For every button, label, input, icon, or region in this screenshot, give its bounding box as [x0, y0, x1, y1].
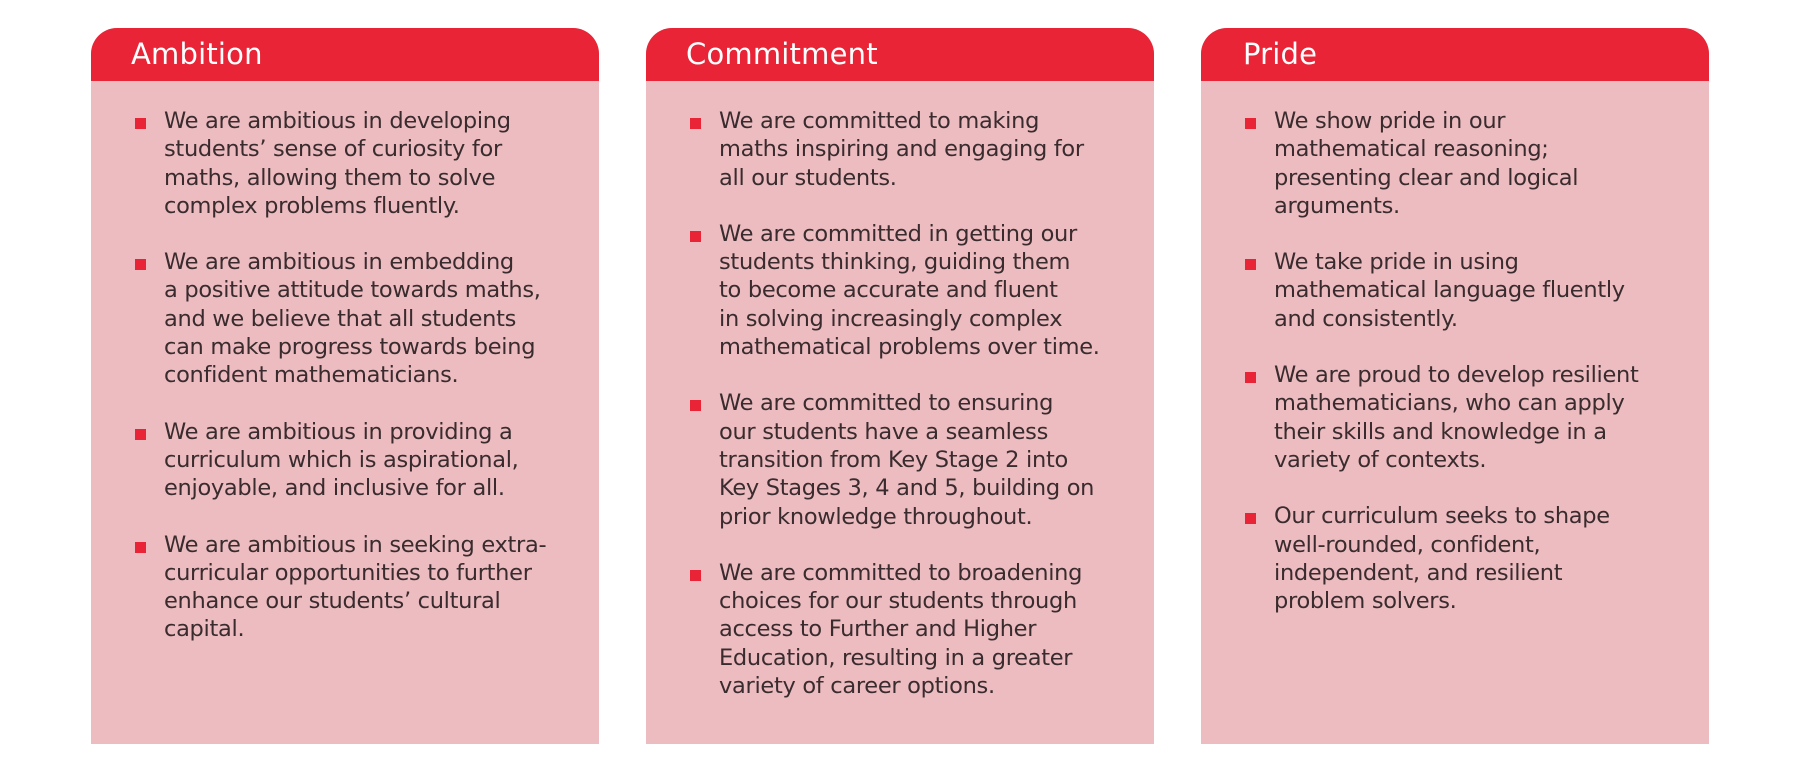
bullet-text: We are ambitious in developing students’ sense of curiosity for maths, allowing them to solve complex problems fluently.	[164, 108, 511, 219]
panel-title: Ambition	[91, 28, 599, 81]
square-bullet-icon	[135, 429, 146, 440]
values-panels	[91, 28, 1709, 744]
bullet-item	[91, 107, 599, 220]
bullet-item	[646, 389, 1154, 530]
bullet-item	[1201, 502, 1709, 615]
bullet-text: We are ambitious in seeking extra- curricular opportunities to further enhance our students’ cultural capital.	[164, 531, 547, 643]
bullet-item	[646, 559, 1154, 700]
bullet-list	[91, 81, 599, 644]
panel-title: Commitment	[646, 28, 1154, 81]
square-bullet-icon	[1245, 372, 1256, 383]
square-bullet-icon	[690, 231, 701, 242]
bullet-item	[1201, 107, 1709, 220]
square-bullet-icon	[135, 259, 146, 270]
bullet-text: We are committed to making maths inspiring and engaging for all our students.	[719, 108, 1084, 191]
square-bullet-icon	[690, 400, 701, 411]
bullet-text: We take pride in using mathematical language fluently and consistently.	[1274, 249, 1625, 332]
bullet-text: We are committed to broadening choices for our students through access to Further and Higher Education, resulting in a greater variety of career options.	[719, 559, 1083, 700]
bullet-item	[91, 248, 599, 389]
bullet-text: Our curriculum seeks to shape well-rounded, confident, independent, and resilient problem solvers.	[1274, 503, 1610, 615]
bullet-item	[1201, 248, 1709, 333]
bullet-text: We are ambitious in embedding a positive attitude towards maths, and we believe that all students can make progress towards being confident mathematicians.	[164, 249, 541, 389]
square-bullet-icon	[1245, 259, 1256, 270]
bullet-text: We are ambitious in providing a curriculum which is aspirational, enjoyable, and inclusive for all.	[164, 418, 519, 502]
square-bullet-icon	[135, 542, 146, 553]
panel-pride	[1201, 28, 1709, 744]
bullet-text: We are proud to develop resilient mathematicians, who can apply their skills and knowledge in a variety of contexts.	[1274, 362, 1639, 473]
square-bullet-icon	[690, 570, 701, 581]
bullet-item	[646, 107, 1154, 192]
bullet-text: We are committed to ensuring our students have a seamless transition from Key Stage 2 into Key Stages 3, 4 and 5, building on prior knowledge throughout.	[719, 390, 1095, 530]
bullet-text: We show pride in our mathematical reasoning; presenting clear and logical arguments.	[1274, 108, 1579, 219]
bullet-item	[1201, 361, 1709, 474]
bullet-text: We are committed in getting our students thinking, guiding them to become accurate and fluent in solving increasingly complex mathematical problems over time.	[719, 220, 1100, 361]
square-bullet-icon	[1245, 118, 1256, 129]
square-bullet-icon	[690, 118, 701, 129]
bullet-item	[646, 220, 1154, 361]
panel-commitment	[646, 28, 1154, 744]
bullet-item	[91, 531, 599, 644]
bullet-list	[1201, 81, 1709, 615]
bullet-list	[646, 81, 1154, 700]
panel-ambition	[91, 28, 599, 744]
square-bullet-icon	[135, 118, 146, 129]
square-bullet-icon	[1245, 513, 1256, 524]
panel-title: Pride	[1201, 28, 1709, 81]
bullet-item	[91, 418, 599, 503]
